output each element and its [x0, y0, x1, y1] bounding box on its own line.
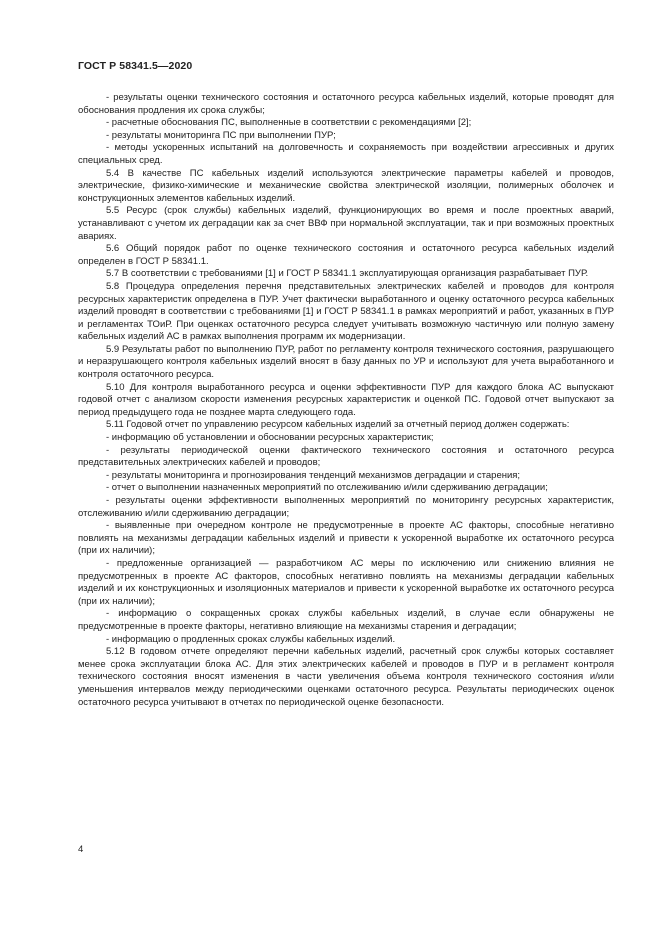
document-id-header: ГОСТ Р 58341.5—2020 [78, 60, 193, 72]
clause-5-4: 5.4 В качестве ПС кабельных изделий используются электрические параметры кабелей и проводов, электрические, физико-химические и механические свойства электрической изоляции, полимерных оболочек и конструкционных элементов кабельных изделий. [78, 167, 614, 204]
clause-5-11: 5.11 Годовой отчет по управлению ресурсом кабельных изделий за отчетный период должен содержать: [106, 419, 570, 431]
clause-5-12: 5.12 В годовом отчете определяют перечни кабельных изделий, расчетный срок службы которых составляет менее срока эксплуатации блока АС. Для этих электрических кабелей и проводов в ПУР и в регламент контроля технического состояния вносят изменения в части увеличения объема контроля технического состояния и/или уменьшения интервалов между периодическими оценками остаточного ресурса. Результаты периодических оценок остаточного ресурса учитывают в отчетах по периодической оценке безопасности. [78, 646, 614, 708]
page-number: 4 [78, 844, 84, 855]
list-item: - выявленные при очередном контроле не предусмотренные в проекте АС факторы, способные негативно повлиять на механизмы деградации кабельных изделий и привести к ускоренной выработке их остаточного ресурса (при их наличии); [78, 520, 614, 557]
list-item: - результаты мониторинга и прогнозирования тенденций механизмов деградации и старения; [106, 469, 521, 481]
document-body [78, 92, 614, 709]
list-item: - результаты оценки технического состояния и остаточного ресурса кабельных изделий, которые проводят для обоснования продления их срока службы; [78, 92, 614, 116]
clause-5-8: 5.8 Процедура определения перечня представительных электрических кабелей и проводов для контроля ресурсных характеристик определена в ПУР. Учет фактически выработанного и оценку остаточного ресурса кабельных изделий проводят в соответствии с требованиями [1] и ГОСТ Р 58341.1 в рамках мероприятий и работ, указанных в ПУР и регламентах ТОиР. При оценках остаточного ресурса следует учитывать возможную частичную или полную замену кабельных изделий АС в рамках выполнения программ их модернизации. [78, 280, 614, 343]
list-item: - расчетные обоснования ПС, выполненные в соответствии с рекомендациями [2]; [106, 117, 472, 129]
list-item: - отчет о выполнении назначенных мероприятий по отслеживанию и/или сдерживанию деградации; [106, 482, 548, 494]
clause-5-10: 5.10 Для контроля выработанного ресурса и оценки эффективности ПУР для каждого блока АС выпускают годовой отчет с анализом скорости изменения ресурсных характеристик и оценкой ПС. Годовой отчет выпускают за период предыдущего года не позднее марта следующего года. [78, 381, 614, 418]
list-item: - информацию о продленных сроках службы кабельных изделий. [106, 633, 396, 645]
list-item: - предложенные организацией — разработчиком АС меры по исключению или снижению влияния не предусмотренных в проекте АС факторов, способных негативно повлиять на механизмы деградации кабельных изделий и их конструкционных и изоляционных материалов и привести к ускоренной выработке их остаточного ресурса (при их наличии); [78, 557, 614, 607]
clause-5-7: 5.7 В соответствии с требованиями [1] и ГОСТ Р 58341.1 эксплуатирующая организация разрабатывает ПУР. [106, 268, 589, 280]
list-item: - результаты мониторинга ПС при выполнении ПУР; [106, 129, 336, 141]
clause-5-5: 5.5 Ресурс (срок службы) кабельных изделий, функционирующих во время и после проектных аварий, устанавливают с учетом их деградации как за счет ВВФ при нормальной эксплуатации, так и при возможных проектных авариях. [78, 205, 614, 242]
list-item: - методы ускоренных испытаний на долговечность и сохраняемость при воздействии агрессивных и других специальных сред. [78, 142, 614, 166]
clause-5-9: 5.9 Результаты работ по выполнению ПУР, работ по регламенту контроля технического состояния, разрушающего и неразрушающего контроля кабельных изделий вносят в базу данных по УР и используют для учета выработанного и контроля остаточного ресурса. [78, 343, 614, 381]
clause-5-6: 5.6 Общий порядок работ по оценке технического состояния и остаточного ресурса кабельных изделий определен в ГОСТ Р 58341.1. [78, 243, 614, 267]
list-item: - информацию о сокращенных сроках службы кабельных изделий, в случае если обнаружены не предусмотренные в проекте факторы, негативно влияющие на механизмы старения и деградации; [78, 608, 614, 632]
list-item: - информацию об установлении и обосновании ресурсных характеристик; [106, 432, 434, 444]
list-item: - результаты оценки эффективности выполненных мероприятий по мониторингу ресурсных характеристик, отслеживанию и/или сдерживанию деградации; [78, 495, 614, 519]
list-item: - результаты периодической оценки фактического технического состояния и остаточного ресурса представительных электрических кабелей и проводов; [78, 444, 614, 469]
